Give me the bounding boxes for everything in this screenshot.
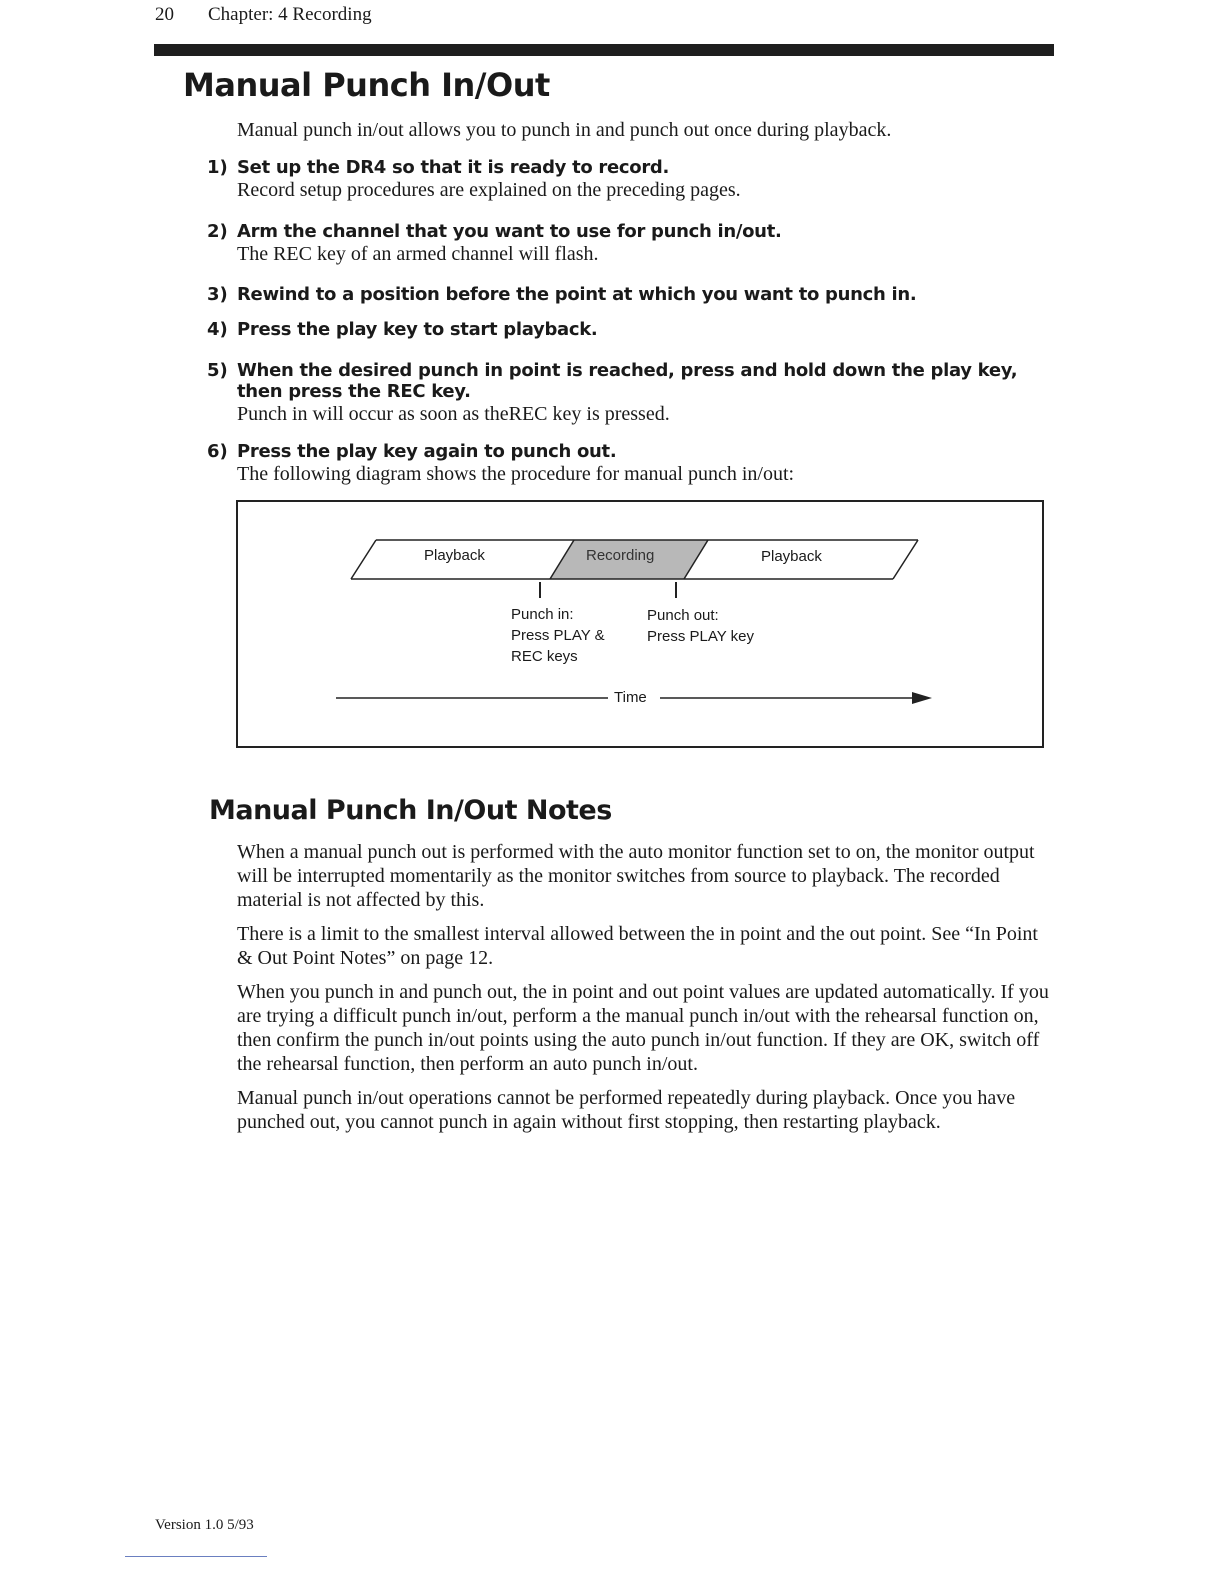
notes-title: Manual Punch In/Out Notes: [209, 795, 612, 826]
step-lead: When the desired punch in point is reached, press and hold down the play key, then press the REC key.: [237, 360, 1018, 402]
segment-end-edge: [893, 540, 918, 579]
version-footer: Version 1.0 5/93: [155, 1517, 254, 1533]
step-6: [207, 441, 1057, 486]
header-rule: [154, 44, 1054, 56]
running-header: [155, 4, 372, 26]
punch-in-instruction-2: REC keys: [511, 648, 578, 665]
segment-start-edge: [351, 540, 376, 579]
step-number: 4): [207, 319, 228, 340]
step-number: 3): [207, 284, 228, 305]
step-number: 2): [207, 221, 228, 242]
step-1: [207, 157, 1057, 202]
segment-playback-2-label: Playback: [761, 548, 822, 565]
step-lead: Press the play key again to punch out.: [237, 441, 617, 462]
step-lead: Set up the DR4 so that it is ready to record.: [237, 157, 670, 178]
step-lead: Rewind to a position before the point at which you want to punch in.: [237, 284, 917, 305]
punch-out-instruction: Press PLAY key: [647, 628, 754, 645]
punch-diagram-graphic: [238, 502, 1042, 746]
step-5: [207, 360, 1057, 426]
step-2: [207, 221, 1057, 266]
punch-diagram: [236, 500, 1044, 748]
step-lead: Arm the channel that you want to use for punch in/out.: [237, 221, 782, 242]
step-lead: Press the play key to start playback.: [237, 319, 598, 340]
time-arrow-icon: [912, 692, 932, 704]
step-3: [207, 284, 1057, 305]
punch-out-label: Punch out:: [647, 607, 719, 624]
step-desc: The following diagram shows the procedure for manual punch in/out:: [237, 463, 795, 485]
section-intro: Manual punch in/out allows you to punch in and punch out once during playback.: [237, 119, 892, 141]
step-4: [207, 319, 1057, 340]
time-axis-label: Time: [614, 689, 647, 706]
footer-rule: [125, 1556, 267, 1557]
step-number: 6): [207, 441, 228, 462]
segment-recording-label: Recording: [586, 547, 655, 564]
notes-paragraph: Manual punch in/out operations cannot be performed repeatedly during playback. Once you have punched out, you cannot punch in again without first stopping, then restarting playback.: [237, 1087, 1016, 1133]
notes-paragraph: When a manual punch out is performed with the auto monitor function set to on, the monitor output will be interrupted momentarily as the monitor switches from source to playback. The recorded material is not affected by this.: [237, 841, 1035, 911]
punch-in-instruction-1: Press PLAY &: [511, 627, 605, 644]
section-title: Manual Punch In/Out: [183, 66, 550, 104]
notes-paragraph: When you punch in and punch out, the in point and out point values are updated automatically. If you are trying a difficult punch in/out, perform a the manual punch in/out with the rehearsal function on, then confirm the punch in/out points using the auto punch in/out function. If they are OK, switch off the rehearsal function, then perform an auto punch in/out.: [237, 981, 1049, 1075]
notes-paragraph: There is a limit to the smallest interval allowed between the in point and the out point. See “In Point & Out Point Notes” on page 12.: [237, 923, 1038, 969]
notes-body: [237, 840, 1049, 1144]
segment-playback-1-label: Playback: [424, 547, 485, 564]
step-desc: Record setup procedures are explained on the preceding pages.: [237, 179, 741, 201]
page-number: 20: [155, 4, 174, 25]
step-number: 1): [207, 157, 228, 178]
punch-in-label: Punch in:: [511, 606, 574, 623]
chapter-title: Chapter: 4 Recording: [208, 4, 372, 25]
step-number: 5): [207, 360, 228, 381]
step-desc: Punch in will occur as soon as theREC key is pressed.: [237, 403, 670, 425]
step-desc: The REC key of an armed channel will flash.: [237, 243, 599, 265]
